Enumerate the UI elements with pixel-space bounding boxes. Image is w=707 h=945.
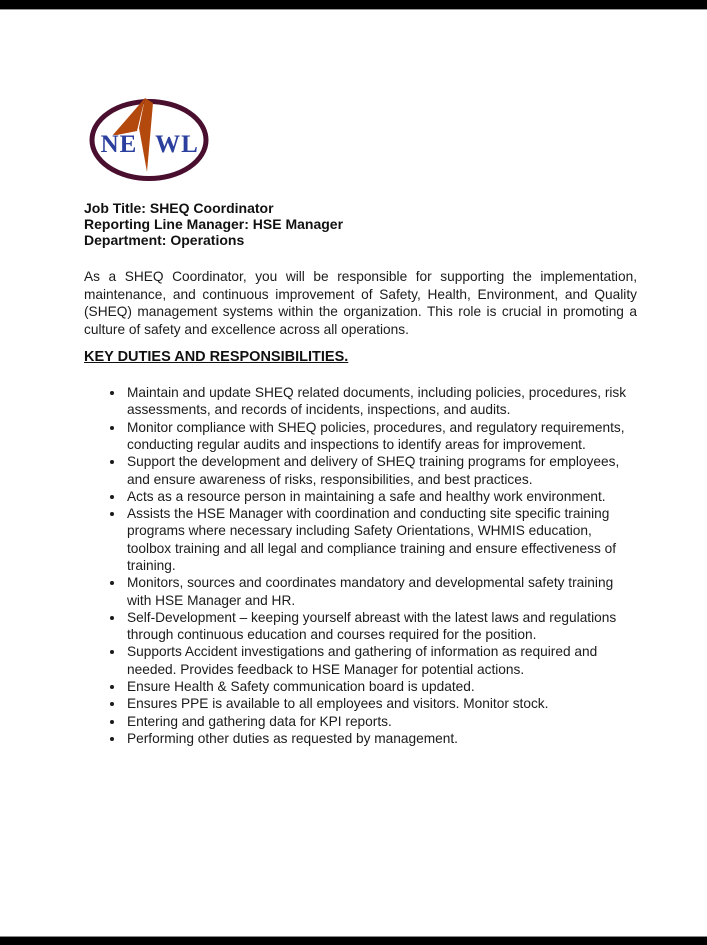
intro-paragraph: As a SHEQ Coordinator, you will be responsible for supporting the implementation, maintenance, and continuous improvement of Safety, Health, Environment, and Quality (SHEQ) management systems within the organization. This role is crucial in promoting a culture of safety and excellence across all operations. (84, 269, 637, 337)
job-title-line: Job Title: SHEQ Coordinator (84, 200, 274, 216)
duty-item: • Support the development and delivery of SHEQ training programs for employees, and ensure awareness of risks, responsibilities, and best practices. (125, 453, 637, 488)
duty-item: • Acts as a resource person in maintaining a safe and healthy work environment. (125, 488, 637, 505)
duty-item: • Monitor compliance with SHEQ policies, procedures, and regulatory requirements, conducting regular audits and inspections to identify areas for improvement. (125, 419, 637, 454)
reporting-line: Reporting Line Manager: HSE Manager (84, 215, 344, 232)
department-line: Department: Operations (84, 231, 245, 248)
duties-list (84, 384, 637, 747)
duty-item: • Maintain and update SHEQ related documents, including policies, procedures, risk assessments, and records of incidents, inspections, and audits. (125, 384, 637, 419)
top-border-bar (0, 0, 707, 10)
duty-item: • Ensures PPE is available to all employees and visitors. Monitor stock. (125, 695, 637, 712)
company-logo (88, 96, 210, 180)
duty-item: • Assists the HSE Manager with coordination and conducting site specific training programs where necessary including Safety Orientations, WHMIS education, toolbox training and all legal and compliance training and ensure effectiveness of training. (125, 505, 637, 574)
duties-heading: KEY DUTIES AND RESPONSIBILITIES. (84, 349, 349, 366)
duty-item: • Entering and gathering data for KPI reports. (125, 713, 637, 730)
logo-text-ne: NE (100, 131, 138, 158)
duty-item: • Performing other duties as requested by management. (125, 730, 637, 747)
duty-item: • Monitors, sources and coordinates mandatory and developmental safety training with HSE Manager and HR. (125, 574, 637, 609)
job-header (84, 201, 637, 248)
duty-item: • Supports Accident investigations and gathering of information as required and needed. Provides feedback to HSE Manager for potential actions. (125, 643, 637, 678)
bottom-border-bar (0, 936, 707, 945)
duty-item: • Ensure Health & Safety communication board is updated. (125, 678, 637, 695)
logo-text-wl: WL (155, 131, 199, 158)
document-body (0, 10, 707, 936)
duty-item: • Self-Development – keeping yourself abreast with the latest laws and regulations through continuous education and courses required for the position. (125, 609, 637, 644)
